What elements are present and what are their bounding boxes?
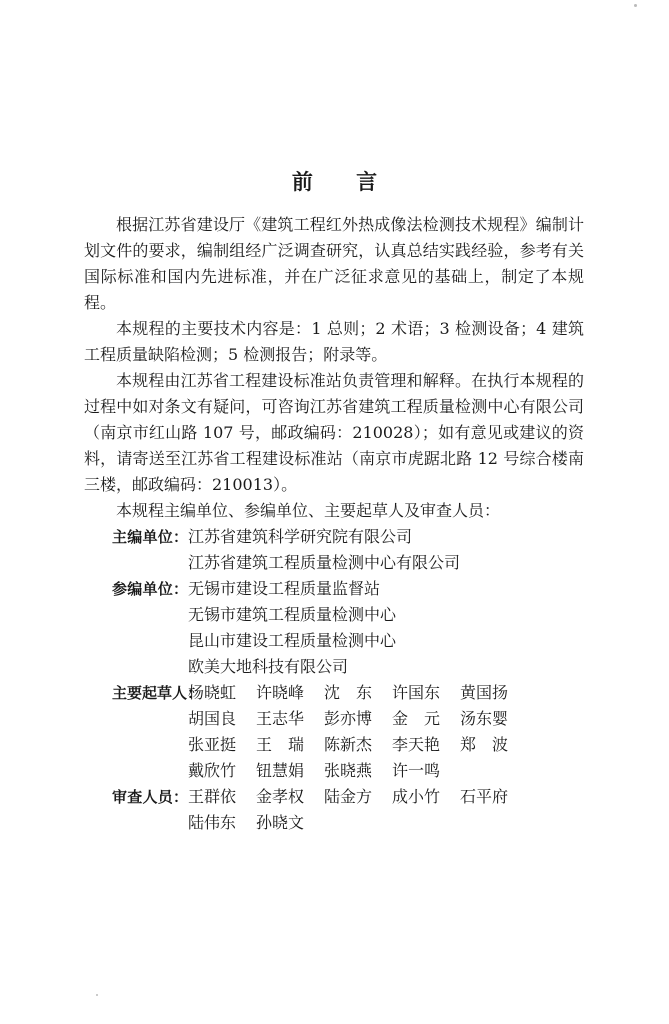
drafter-name: 郑 波: [460, 735, 509, 754]
drafter-name: 金 元: [392, 709, 441, 728]
drafter-name: 沈 东: [324, 683, 373, 702]
drafter-name: 许晓峰: [256, 683, 305, 702]
editor-unit: 江苏省建筑科学研究院有限公司: [188, 527, 413, 546]
participating-unit: 昆山市建设工程质量检测中心: [188, 631, 397, 650]
reviewer-name: 陆金方: [324, 787, 373, 806]
participating-unit: 无锡市建设工程质量监督站: [188, 579, 381, 598]
drafter-name: 戴欣竹: [188, 761, 237, 780]
reviewer-name: 成小竹: [392, 787, 441, 806]
drafter-name: 李天艳: [392, 735, 441, 754]
reviewer-name: 王群依: [188, 787, 237, 806]
drafter-name: 许一鸣: [392, 761, 441, 780]
drafter-name: 王 瑞: [256, 735, 305, 754]
drafter-name: 胡国良: [188, 709, 237, 728]
paragraph-units-intro: 本规程主编单位、参编单位、主要起草人及审查人员：: [116, 501, 501, 520]
reviewer-name: 陆伟东: [188, 813, 237, 832]
main-drafters: [84, 680, 584, 784]
reviewers-label: 审查人员：: [112, 788, 188, 806]
editor-unit: 江苏省建筑工程质量检测中心有限公司: [188, 553, 461, 572]
drafter-name: 许国东: [392, 683, 441, 702]
participating-units: [84, 576, 584, 680]
scan-speck: [634, 4, 637, 7]
reviewer-name: 石平府: [460, 787, 509, 806]
reviewers: [84, 784, 584, 836]
scan-speck: [96, 994, 98, 996]
drafter-name: 陈新杰: [324, 735, 373, 754]
contributors-list: [84, 524, 584, 836]
drafter-name: 张亚挺: [188, 735, 237, 754]
page-title: 前 言: [291, 170, 396, 194]
main-drafters-label: 主要起草人：: [112, 684, 203, 702]
reviewer-name: 金孝权: [256, 787, 305, 806]
drafter-name: 彭亦博: [324, 709, 373, 728]
reviewer-name: 孙晓文: [256, 813, 305, 832]
participating-unit: 无锡市建筑工程质量检测中心: [188, 605, 397, 624]
editor-units: [84, 524, 584, 576]
participating-unit: 欧美大地科技有限公司: [188, 657, 349, 676]
editor-units-label: 主编单位：: [112, 528, 188, 546]
drafter-name: 张晓燕: [324, 761, 373, 780]
paragraph-management: 本规程由江苏省工程建设标准站负责管理和解释。在执行本规程的过程中如对条文有疑问，可咨询江苏省建筑工程质量检测中心有限公司（南京市红山路 107 号，邮政编码：210028）；如有意见或建议的资料，请寄送至江苏省工程建设标准站（南京市虎踞北路 12 号综合楼南三楼，邮政编码：210013）。: [84, 371, 584, 494]
drafter-name: 汤东婴: [460, 709, 509, 728]
drafter-name: 钮慧娟: [256, 761, 305, 780]
preface-body: [84, 212, 584, 836]
drafter-name: 杨晓虹: [188, 683, 237, 702]
paragraph-purpose: 根据江苏省建设厅《建筑工程红外热成像法检测技术规程》编制计划文件的要求，编制组经广泛调查研究，认真总结实践经验，参考有关国际标准和国内先进标准，并在广泛征求意见的基础上，制定了本规程。: [84, 215, 584, 312]
drafter-name: 王志华: [256, 709, 305, 728]
paragraph-contents: 本规程的主要技术内容是：1 总则；2 术语；3 检测设备；4 建筑工程质量缺陷检测；5 检测报告；附录等。: [84, 319, 584, 364]
participating-units-label: 参编单位：: [112, 580, 188, 598]
drafter-name: 黄国扬: [460, 683, 509, 702]
